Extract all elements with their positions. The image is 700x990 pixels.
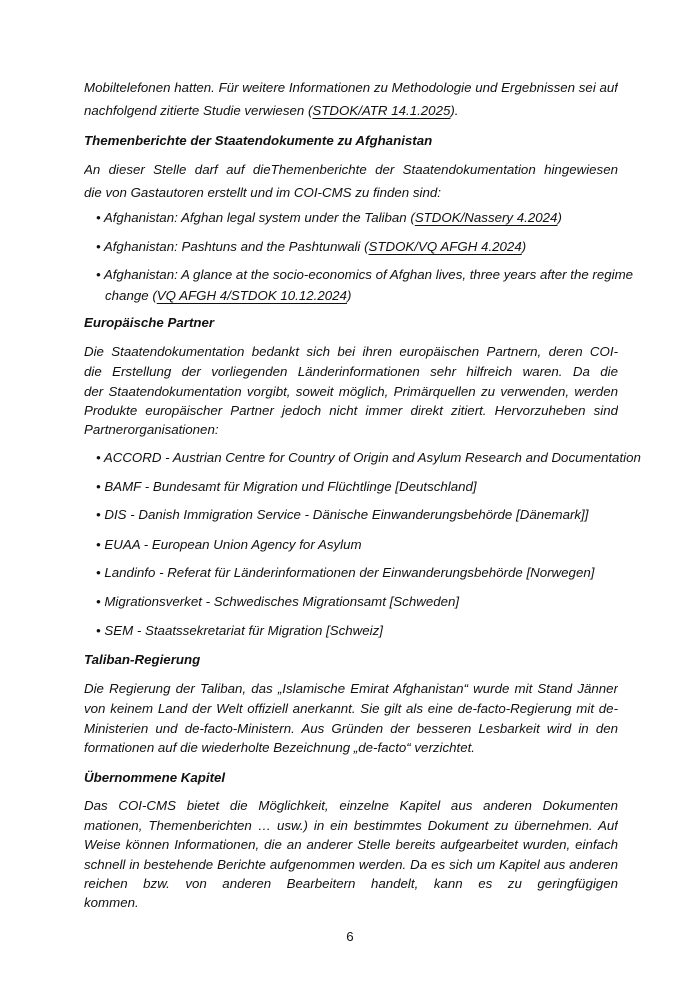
paragraph-line: Weise können Informationen, die an anderer Stelle bereits aufgearbeitet wurden, einfach [84,837,618,852]
paragraph-line: von keinem Land der Welt offiziell anerkannt. Sie gilt als eine de-facto-Regierung mit de- [84,701,618,716]
paragraph-line: schnell in bestehende Berichte aufgenommen werden. Da es sich um Kapitel aus anderen [84,857,618,872]
bullet: • [96,623,101,638]
paragraph-line: formationen auf die wiederholte Bezeichnung „de-facto“ verzichtet. [84,740,475,755]
text: Migrationsverket - Schwedisches Migrationsamt [Schweden] [104,594,460,609]
text: ). [450,103,459,118]
text: BAMF - Bundesamt für Migration und Flüchtlinge [Deutschland] [104,479,477,494]
list-item [96,622,618,640]
paragraph-line: Ministerien und de-facto-Ministern. Aus Gründen der besseren Lesbarkeit wird in den [84,721,618,736]
paragraph-line: der Staatendokumentation vorgibt, soweit möglich, Primärquellen zu verwenden, werden [84,384,618,399]
text: DIS - Danish Immigration Service - Dänische Einwanderungsbehörde [Dänemark]] [104,507,589,522]
paragraph-line: Die Staatendokumentation bedankt sich bei ihren europäischen Partnern, deren COI- [84,344,618,359]
paragraph-line: die Erstellung der vorliegenden Länderinformationen sehr hilfreich waren. Da die [84,364,618,379]
section-heading: Europäische Partner [84,315,215,330]
paragraph-line: Mobiltelefonen hatten. Für weitere Informationen zu Methodologie und Ergebnissen sei auf [84,80,618,95]
bullet: • [96,267,101,282]
list-item [96,506,618,524]
section-heading: Taliban-Regierung [84,652,201,667]
citation-link[interactable]: VQ AFGH 4/STDOK 10.12.2024 [156,288,347,303]
paragraph-line: kommen. [84,895,139,910]
paragraph-line: Die Regierung der Taliban, das „Islamische Emirat Afghanistan“ wurde mit Stand Jänner [84,681,618,696]
paragraph-line: An dieser Stelle darf auf dieThemenberichte der Staatendokumentation hingewiesen [84,162,618,177]
paragraph-line: die von Gastautoren erstellt und im COI-CMS zu finden sind: [84,185,441,200]
paragraph-line: mationen, Themenberichten … usw.) in ein bestimmtes Dokument zu übernehmen. Auf [84,818,618,833]
paragraph-line [84,102,618,120]
bullet: • [96,479,101,494]
text: ) [521,239,527,254]
text: Landinfo - Referat für Länderinformationen der Einwanderungsbehörde [Norwegen] [104,565,595,580]
list-item-continuation [105,287,618,305]
section-heading: Übernommene Kapitel [84,770,226,785]
citation-link[interactable]: STDOK/ATR 14.1.2025 [312,103,451,118]
text: Afghanistan: A glance at the socio-economics of Afghan lives, three years after the regime [103,267,634,282]
citation-link[interactable]: STDOK/Nassery 4.2024 [414,210,558,225]
text: SEM - Staatssekretariat für Migration [Schweiz] [104,623,383,638]
bullet: • [96,537,101,552]
bullet: • [96,594,101,609]
text: Afghanistan: Afghan legal system under the Taliban ( [103,210,415,225]
list-item [96,593,618,611]
list-item [96,536,618,554]
text: ACCORD - Austrian Centre for Country of Origin and Asylum Research and Documentation [103,450,641,465]
list-item [96,478,618,496]
text: nachfolgend zitierte Studie verwiesen ( [84,103,313,118]
list-item [96,449,641,467]
text: ) [346,288,352,303]
bullet: • [96,210,101,225]
list-item [96,266,634,284]
paragraph-line: Produkte europäischer Partner jedoch nicht immer direkt zitiert. Hervorzuheben sind [84,403,618,418]
text: ) [557,210,562,225]
paragraph-line: Partnerorganisationen: [84,422,219,437]
page-number: 6 [346,929,354,944]
list-item [96,238,618,256]
section-heading: Themenberichte der Staatendokumente zu Afghanistan [84,133,433,148]
bullet: • [96,239,101,254]
list-item [96,209,618,227]
bullet: • [96,507,101,522]
paragraph-line: reichen bzw. von anderen Bearbeitern handelt, kann es zu geringfügigen [84,876,618,891]
text: change ( [105,288,157,303]
text: Afghanistan: Pashtuns and the Pashtunwali ( [103,239,369,254]
citation-link[interactable]: STDOK/VQ AFGH 4.2024 [368,239,522,254]
paragraph-line: Das COI-CMS bietet die Möglichkeit, einzelne Kapitel aus anderen Dokumenten [84,798,618,813]
list-item [96,564,618,582]
bullet: • [96,565,101,580]
bullet: • [96,450,101,465]
text: EUAA - European Union Agency for Asylum [104,537,362,552]
